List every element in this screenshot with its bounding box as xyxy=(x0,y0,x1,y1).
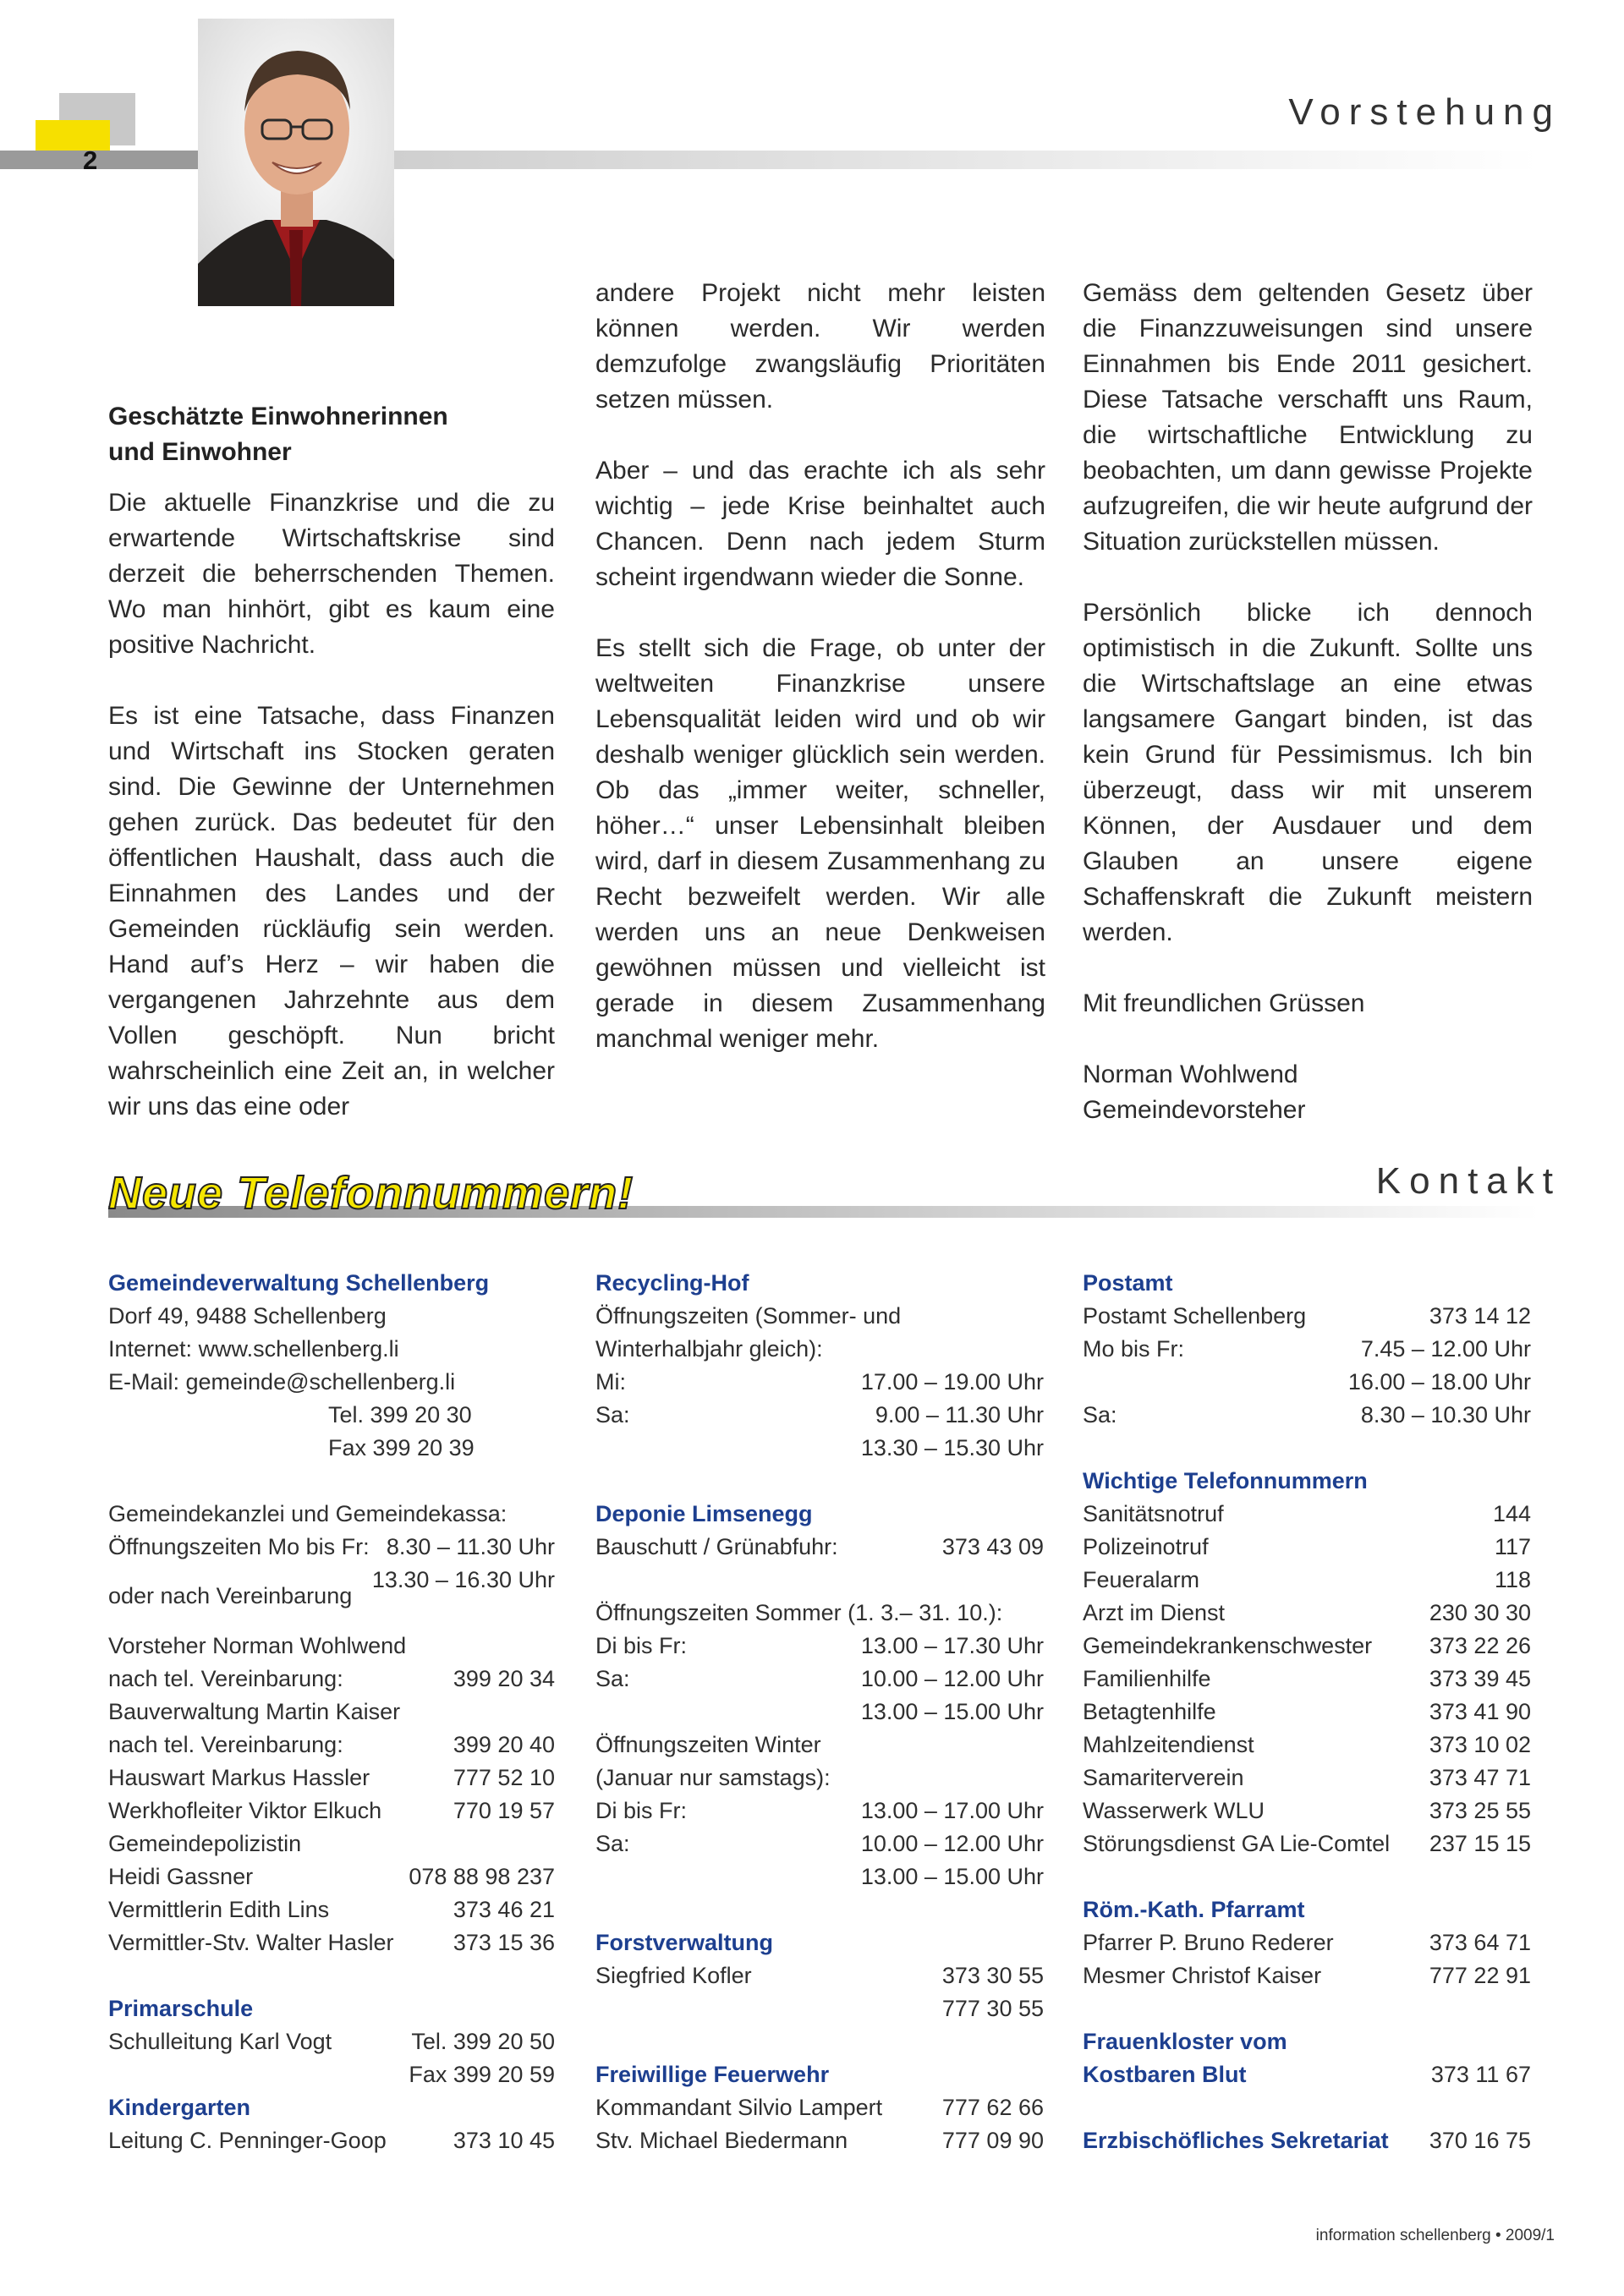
contact-row xyxy=(1083,1597,1531,1630)
contact-number: 118 xyxy=(1494,1567,1531,1592)
contact-number: 373 22 26 xyxy=(1429,1633,1531,1658)
opening-row xyxy=(108,1531,555,1564)
heading-deponie: Deponie Limsenegg xyxy=(595,1501,813,1526)
portrait-photo xyxy=(198,19,394,306)
section-title-vorstehung: Vorstehung xyxy=(1288,91,1561,133)
heading-wichtige-nummern: Wichtige Telefonnummern xyxy=(1083,1468,1368,1493)
contact-name: nach tel. Vereinbarung: xyxy=(108,1732,343,1757)
text-line: (Januar nur samstags): xyxy=(595,1765,831,1790)
contact-number: 373 46 21 xyxy=(453,1897,555,1922)
hours-value: 13.00 – 15.00 Uhr xyxy=(860,1864,1044,1889)
contact-name: Bauschutt / Grünabfuhr: xyxy=(595,1534,838,1559)
hours-value: 17.00 – 19.00 Uhr xyxy=(860,1369,1044,1395)
contact-number: 237 15 15 xyxy=(1429,1831,1531,1856)
hours-value: 9.00 – 11.30 Uhr xyxy=(875,1402,1044,1427)
contact-row xyxy=(1083,1926,1531,1959)
contact-number: 117 xyxy=(1494,1534,1531,1559)
heading-primarschule: Primarschule xyxy=(108,1996,254,2021)
contact-row xyxy=(1083,1827,1531,1860)
contact-number: 373 41 90 xyxy=(1429,1699,1531,1724)
article-column-2 xyxy=(595,276,1045,1057)
heading-frauenkloster: Frauenkloster vom xyxy=(1083,2029,1287,2054)
contact-number: 373 10 45 xyxy=(453,2128,555,2153)
opening-row xyxy=(108,1564,555,1613)
contact-row xyxy=(108,2058,555,2091)
contact-name: Siegfried Kofler xyxy=(595,1963,752,1988)
contact-row xyxy=(1083,1498,1531,1531)
contact-name: Vermittlerin Edith Lins xyxy=(108,1897,330,1922)
contact-row xyxy=(1083,1663,1531,1696)
address: Dorf 49, 9488 Schellenberg xyxy=(108,1303,387,1329)
contact-row xyxy=(595,2124,1044,2157)
contact-name: Sanitätsnotruf xyxy=(1083,1501,1224,1526)
greeting-line-2: und Einwohner xyxy=(108,438,292,466)
contact-number: 373 14 12 xyxy=(1429,1303,1531,1329)
text-line: Öffnungszeiten Sommer (1. 3.– 31. 10.): xyxy=(595,1600,1003,1625)
heading-recycling: Recycling-Hof xyxy=(595,1270,749,1296)
header-gradient-bar xyxy=(394,151,1539,169)
heading-sekretariat: Erzbischöfliches Sekretariat xyxy=(1083,2128,1389,2153)
contact-name: Leitung C. Penninger-Goop xyxy=(108,2128,387,2153)
contact-number: 399 20 34 xyxy=(453,1666,555,1691)
hours-row xyxy=(595,1696,1044,1729)
email-link[interactable]: E-Mail: gemeinde@schellenberg.li xyxy=(108,1369,456,1395)
hours-value: 10.00 – 12.00 Uhr xyxy=(860,1831,1044,1856)
contact-name: Betagtenhilfe xyxy=(1083,1699,1216,1724)
heading-gemeindeverwaltung: Gemeindeverwaltung Schellenberg xyxy=(108,1270,490,1296)
contact-name: Mahlzeitendienst xyxy=(1083,1732,1254,1757)
contact-row xyxy=(108,2124,555,2157)
paragraph: Es ist eine Tatsache, dass Finanzen und Wirtschaft ins Stocken geraten sind. Die Gewinne der Unternehmen gehen zurück. Das bedeutet für den öffentlichen Haushalt, dass auch die Einnahmen des Landes und der Gemeinden rückläufig sein werden. Hand auf’s Herz – wir haben die vergangenen Jahrzehnte aus dem Vollen geschöpft. Nun bricht wahrscheinlich eine Zeit an, in welcher wir uns das eine oder xyxy=(108,702,555,1121)
signature-name: Norman Wohlwend xyxy=(1083,1060,1298,1088)
contact-name: Störungsdienst GA Lie-Comtel xyxy=(1083,1831,1391,1856)
closing: Mit freundlichen Grüssen xyxy=(1083,989,1365,1017)
hours-value: 13.00 – 15.00 Uhr xyxy=(860,1699,1044,1724)
contact-row xyxy=(595,1959,1044,1992)
contact-name: nach tel. Vereinbarung: xyxy=(108,1666,343,1691)
contact-row xyxy=(108,1630,555,1663)
contact-number: 777 30 55 xyxy=(941,1996,1044,2021)
heading-forstverwaltung: Forstverwaltung xyxy=(595,1930,774,1955)
contact-name: Werkhofleiter Viktor Elkuch xyxy=(108,1798,382,1823)
hours-value: 13.30 – 15.30 Uhr xyxy=(860,1435,1044,1460)
hours-row xyxy=(1083,1366,1531,1399)
new-numbers-banner: Neue Telefonnummern! xyxy=(108,1168,634,1219)
heading-frauenkloster-line2: Kostbaren Blut xyxy=(1083,2062,1247,2087)
contact-row xyxy=(595,1992,1044,2025)
contact-name: Kommandant Silvio Lampert xyxy=(595,2095,883,2120)
contact-row xyxy=(1083,1564,1531,1597)
contact-name: Arzt im Dienst xyxy=(1083,1600,1226,1625)
footer-text: information schellenberg • 2009/1 xyxy=(1315,2227,1555,2244)
contact-name: Vermittler-Stv. Walter Hasler xyxy=(108,1930,394,1955)
hours-label: Di bis Fr: xyxy=(595,1633,687,1658)
contact-row xyxy=(1083,1630,1531,1663)
greeting-line-1: Geschätzte Einwohnerinnen xyxy=(108,403,448,430)
contact-row xyxy=(1083,2058,1531,2091)
paragraph: andere Projekt nicht mehr leisten können werden. Wir werden demzufolge zwangsläufig Prioritäten setzen müssen. xyxy=(595,279,1045,414)
contact-row xyxy=(108,1893,555,1926)
contact-name: Bauverwaltung Martin Kaiser xyxy=(108,1699,401,1724)
contact-number: 373 43 09 xyxy=(941,1534,1044,1559)
hours-label: Sa: xyxy=(595,1402,630,1427)
hours-row xyxy=(595,1827,1044,1860)
contact-number: 373 10 02 xyxy=(1429,1732,1531,1757)
hours-label: Sa: xyxy=(595,1666,630,1691)
contact-name: Wasserwerk WLU xyxy=(1083,1798,1265,1823)
contact-row xyxy=(108,1827,555,1860)
contact-name: Pfarrer P. Bruno Rederer xyxy=(1083,1930,1334,1955)
header-deco-bar xyxy=(0,151,199,169)
article-column-1 xyxy=(108,399,555,1125)
hours-label: Mo bis Fr: xyxy=(1083,1336,1185,1362)
contact-name: Stv. Michael Biedermann xyxy=(595,2128,848,2153)
contact-name: Gemeindekrankenschwester xyxy=(1083,1633,1373,1658)
signature-title: Gemeindevorsteher xyxy=(1083,1096,1306,1124)
paragraph: Aber – und das erachte ich als sehr wichtig – jede Krise beinhaltet auch Chancen. Denn nach jedem Sturm scheint irgendwann wieder die Sonne. xyxy=(595,457,1045,591)
hours-row xyxy=(595,1630,1044,1663)
contact-column-3 xyxy=(1083,1267,1531,2157)
contact-row xyxy=(108,1860,555,1893)
hours-label: Mi: xyxy=(595,1369,626,1395)
contact-row xyxy=(108,1663,555,1696)
contact-name: Feueralarm xyxy=(1083,1567,1200,1592)
contact-number: 777 52 10 xyxy=(453,1765,555,1790)
opening-value: 8.30 – 11.30 Uhr xyxy=(386,1534,555,1559)
contact-number: 373 39 45 xyxy=(1429,1666,1531,1691)
contact-row xyxy=(108,1795,555,1827)
hours-row xyxy=(595,1795,1044,1827)
contact-name: Schulleitung Karl Vogt xyxy=(108,2029,332,2054)
hours-value: 16.00 – 18.00 Uhr xyxy=(1347,1369,1531,1395)
hours-value: 13.00 – 17.00 Uhr xyxy=(860,1798,1044,1823)
heading-postamt: Postamt xyxy=(1083,1270,1173,1296)
contact-row xyxy=(1083,1531,1531,1564)
contact-number: 777 62 66 xyxy=(941,2095,1044,2120)
contact-row xyxy=(108,1926,555,1959)
heading-feuerwehr: Freiwillige Feuerwehr xyxy=(595,2062,830,2087)
paragraph: Persönlich blicke ich dennoch optimistisch in die Zukunft. Sollte uns die Wirtschaftslage an eine etwas langsamere Gangart binden, ist das kein Grund für Pessimismus. Ich bin überzeugt, dass wir mit unserem Können, der Ausdauer und dem Glauben an unsere eigene Schaffenskraft die Zukunft meistern werden. xyxy=(1083,599,1533,946)
contact-row xyxy=(1083,1762,1531,1795)
contact-row xyxy=(1083,1300,1531,1333)
contact-name: Hauswart Markus Hassler xyxy=(108,1765,370,1790)
hours-value: 13.00 – 17.30 Uhr xyxy=(860,1633,1044,1658)
contact-number: 777 22 91 xyxy=(1429,1963,1531,1988)
contact-number: 373 30 55 xyxy=(941,1963,1044,1988)
contact-number: 230 30 30 xyxy=(1429,1600,1531,1625)
heading-kindergarten: Kindergarten xyxy=(108,2095,251,2120)
contact-row xyxy=(108,1696,555,1729)
page-number: 2 xyxy=(83,145,98,175)
hours-row xyxy=(595,1366,1044,1399)
contact-row xyxy=(1083,1729,1531,1762)
paragraph: Es stellt sich die Frage, ob unter der weltweiten Finanzkrise unsere Lebensqualität leiden wird und ob wir deshalb weniger glücklich sein werden. Ob das „immer weiter, schneller, höher…“ unser Lebensinhalt bleiben wird, darf in diesem Zusammenhang zu Recht bezweifelt werden. Wir alle werden uns an neue Denkweisen gewöhnen müssen und vielleicht ist gerade in diesem Zusammenhang manchmal weniger mehr. xyxy=(595,634,1045,1053)
contact-name: Vorsteher Norman Wohlwend xyxy=(108,1633,407,1658)
contact-row xyxy=(1083,1795,1531,1827)
hours-row xyxy=(1083,1333,1531,1366)
contact-number: 144 xyxy=(1492,1501,1531,1526)
contact-number: 399 20 40 xyxy=(453,1732,555,1757)
contact-number: 078 88 98 237 xyxy=(409,1864,555,1889)
contact-number: 373 47 71 xyxy=(1429,1765,1531,1790)
contact-row xyxy=(108,1729,555,1762)
hours-row xyxy=(595,1432,1044,1465)
hours-label: Sa: xyxy=(595,1831,630,1856)
hours-row xyxy=(595,1399,1044,1432)
contact-row xyxy=(595,1531,1044,1564)
opening-value: 13.30 – 16.30 Uhr xyxy=(371,1567,555,1592)
heading-pfarramt: Röm.-Kath. Pfarramt xyxy=(1083,1897,1305,1922)
contact-number: 373 64 71 xyxy=(1429,1930,1531,1955)
internet-link[interactable]: Internet: www.schellenberg.li xyxy=(108,1336,399,1362)
hours-value: 10.00 – 12.00 Uhr xyxy=(860,1666,1044,1691)
kanzlei-label: Gemeindekanzlei und Gemeindekassa: xyxy=(108,1501,508,1526)
contact-row xyxy=(108,2025,555,2058)
contact-number: 777 09 90 xyxy=(941,2128,1044,2153)
contact-row xyxy=(595,2091,1044,2124)
contact-name: Polizeinotruf xyxy=(1083,1534,1209,1559)
greeting xyxy=(108,399,555,470)
opening-label: Öffnungszeiten Mo bis Fr: xyxy=(108,1534,370,1559)
opening-note: oder nach Vereinbarung xyxy=(108,1583,353,1608)
contact-number: 370 16 75 xyxy=(1429,2128,1531,2153)
hours-row xyxy=(595,1860,1044,1893)
contact-number: 373 15 36 xyxy=(453,1930,555,1955)
contact-name: Samariterverein xyxy=(1083,1765,1244,1790)
hours-row xyxy=(595,1663,1044,1696)
hours-label: Di bis Fr: xyxy=(595,1798,687,1823)
text-line: Winterhalbjahr gleich): xyxy=(595,1336,823,1362)
paragraph: Die aktuelle Finanzkrise und die zu erwartende Wirtschaftskrise sind derzeit die beherrschenden Themen. Wo man hinhört, gibt es kaum eine positive Nachricht. xyxy=(108,489,555,659)
hours-label: Sa: xyxy=(1083,1402,1117,1427)
contact-number: 770 19 57 xyxy=(453,1798,555,1823)
contact-number: Tel. 399 20 50 xyxy=(411,2029,555,2054)
section-title-kontakt: Kontakt xyxy=(1375,1160,1561,1202)
contact-name: Postamt Schellenberg xyxy=(1083,1303,1307,1329)
contact-column-1 xyxy=(108,1267,555,2157)
contact-row xyxy=(1083,1959,1531,1992)
gv-tel: Tel. 399 20 30 xyxy=(328,1402,472,1427)
contact-column-2 xyxy=(595,1267,1044,2157)
contact-row xyxy=(108,1762,555,1795)
contact-number: 373 25 55 xyxy=(1429,1798,1531,1823)
contact-number: 373 11 67 xyxy=(1430,2062,1531,2087)
contact-row xyxy=(1083,2124,1531,2157)
contact-name: Mesmer Christof Kaiser xyxy=(1083,1963,1322,1988)
hours-value: 7.45 – 12.00 Uhr xyxy=(1360,1336,1531,1362)
hours-value: 8.30 – 10.30 Uhr xyxy=(1360,1402,1531,1427)
hours-row xyxy=(1083,1399,1531,1432)
gv-fax: Fax 399 20 39 xyxy=(328,1435,475,1460)
contact-name: Familienhilfe xyxy=(1083,1666,1211,1691)
paragraph: Gemäss dem geltenden Gesetz über die Finanzzuweisungen sind unsere Einnahmen bis Ende 2011 gesichert. Diese Tatsache verschafft uns Raum, die wirtschaftliche Entwicklung zu beobachten, um dann gewisse Projekte aufzugreifen, die wir heute aufgrund der Situation zurückstellen müssen. xyxy=(1083,279,1533,556)
contact-row xyxy=(1083,1696,1531,1729)
contact-number: Fax 399 20 59 xyxy=(409,2062,555,2087)
text-line: Öffnungszeiten Winter xyxy=(595,1732,821,1757)
text-line: Öffnungszeiten (Sommer- und xyxy=(595,1303,902,1329)
contact-name: Heidi Gassner xyxy=(108,1864,254,1889)
contact-name: Gemeindepolizistin xyxy=(108,1831,302,1856)
article-column-3 xyxy=(1083,276,1533,1128)
